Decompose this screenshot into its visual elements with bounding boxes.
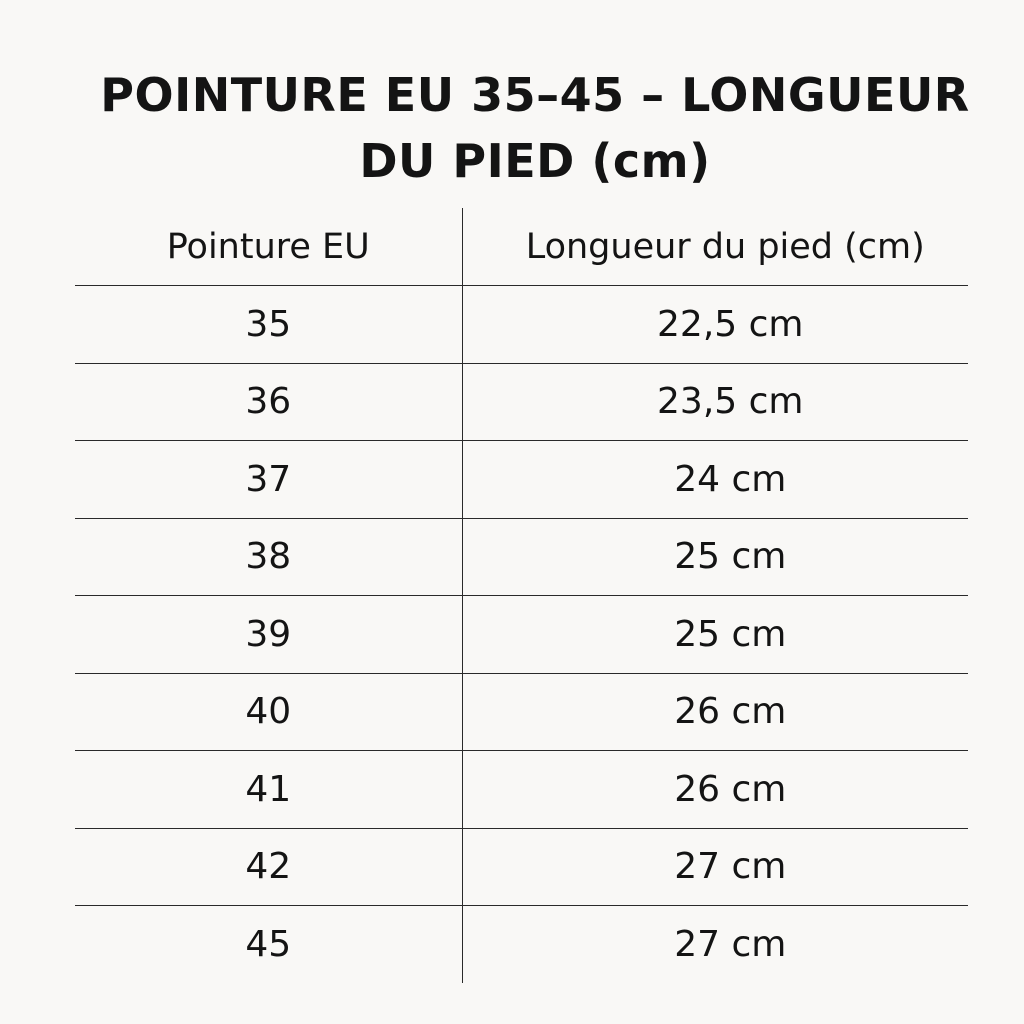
title-line-2: DU PIED (cm)	[359, 134, 711, 188]
size-table	[75, 208, 968, 983]
table-row	[75, 363, 968, 441]
size-cell: 35	[75, 286, 462, 364]
column-header-length: Longueur du pied (cm)	[462, 208, 968, 286]
size-cell: 37	[75, 441, 462, 519]
length-cell: 25 cm	[462, 518, 968, 596]
table-row	[75, 441, 968, 519]
size-cell: 45	[75, 906, 462, 983]
size-cell: 38	[75, 518, 462, 596]
size-cell: 40	[75, 673, 462, 751]
table-row	[75, 286, 968, 364]
length-cell: 26 cm	[462, 673, 968, 751]
length-cell: 27 cm	[462, 828, 968, 906]
length-cell: 23,5 cm	[462, 363, 968, 441]
table-header-row	[75, 208, 968, 286]
length-cell: 25 cm	[462, 596, 968, 674]
length-cell: 24 cm	[462, 441, 968, 519]
length-cell: 26 cm	[462, 751, 968, 829]
table-row	[75, 518, 968, 596]
length-cell: 27 cm	[674, 923, 787, 965]
title-line-1: POINTURE EU 35–45 – LONGUEUR	[100, 68, 970, 122]
size-cell: 36	[75, 363, 462, 441]
length-cell: 22,5 cm	[462, 286, 968, 364]
size-cell: 39	[75, 596, 462, 674]
table-row	[75, 906, 968, 983]
page-title	[40, 62, 1024, 194]
size-cell: 41	[75, 751, 462, 829]
size-cell: 42	[75, 828, 462, 906]
table-row	[75, 751, 968, 829]
size-table-container	[75, 208, 968, 983]
table-row	[75, 596, 968, 674]
table-row	[75, 673, 968, 751]
table-row	[75, 828, 968, 906]
column-header-size: Pointure EU	[75, 208, 462, 286]
